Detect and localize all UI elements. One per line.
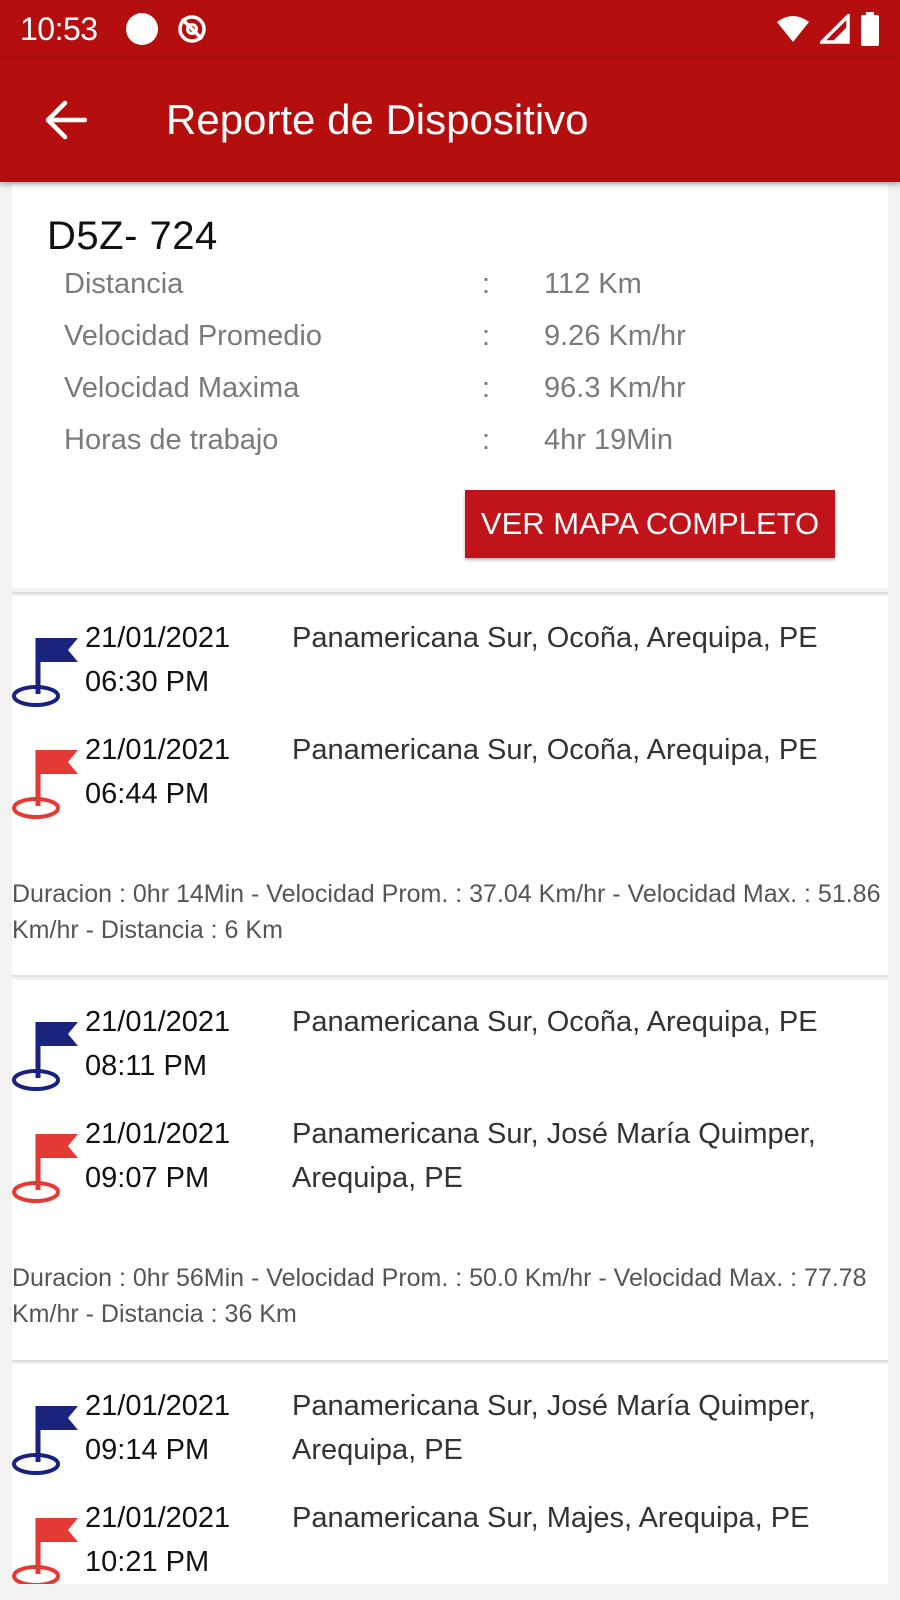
device-name: D5Z- 724: [47, 214, 218, 258]
start-datetime: [85, 1384, 230, 1472]
end-flag-icon: [12, 742, 84, 820]
view-full-map-button[interactable]: VER MAPA COMPLETO: [465, 490, 835, 558]
back-button[interactable]: [0, 58, 130, 182]
start-time: 08:11 PM: [85, 1050, 207, 1082]
start-date: 21/01/2021: [85, 622, 231, 654]
end-address: Panamericana Sur, Ocoña, Arequipa, PE: [292, 734, 818, 766]
start-date: 21/01/2021: [85, 1006, 231, 1038]
start-address: Panamericana Sur, Ocoña, Arequipa, PE: [292, 1006, 818, 1038]
divider: [12, 1360, 888, 1362]
page-title: Reporte de Dispositivo: [166, 96, 589, 143]
end-datetime: [85, 728, 230, 816]
end-time: 09:07 PM: [85, 1162, 210, 1194]
trip-start: [12, 612, 888, 722]
start-datetime: [85, 1000, 230, 1088]
trip-card[interactable]: [12, 1364, 888, 1584]
notification-dot-icon: [126, 13, 158, 45]
stat-label: Distancia: [64, 268, 184, 300]
end-datetime: [85, 1112, 230, 1200]
stat-value: 96.3 Km/hr: [544, 372, 686, 404]
stat-colon: :: [482, 424, 491, 456]
divider: [12, 592, 888, 594]
trip-end: [12, 1492, 888, 1584]
start-date: 21/01/2021: [85, 1390, 231, 1422]
trip-end: [12, 724, 888, 834]
location-off-icon: [176, 13, 208, 45]
trip-end: [12, 1108, 888, 1218]
stat-label: Velocidad Maxima: [64, 372, 300, 404]
trip-card[interactable]: [12, 980, 888, 1360]
end-flag-icon: [12, 1510, 84, 1584]
end-address: Panamericana Sur, José María Quimper, Arequipa, PE: [292, 1118, 816, 1194]
start-address: Panamericana Sur, José María Quimper, Arequipa, PE: [292, 1390, 816, 1466]
start-time: 06:30 PM: [85, 666, 210, 698]
stat-colon: :: [482, 268, 491, 300]
trip-summary: Duracion : 0hr 56Min - Velocidad Prom. : 50.0 Km/hr - Velocidad Max. : 77.78 Km/hr - Distancia : 36 Km: [12, 1264, 867, 1328]
status-time: 10:53: [20, 10, 98, 47]
stat-row-distance: [12, 268, 888, 308]
start-datetime: [85, 616, 230, 704]
start-time: 09:14 PM: [85, 1434, 210, 1466]
stat-label: Velocidad Promedio: [64, 320, 322, 352]
stat-row-max-speed: [12, 372, 888, 412]
signal-icon: [820, 14, 850, 44]
stat-value: 4hr 19Min: [544, 424, 673, 456]
trip-card[interactable]: [12, 596, 888, 976]
stat-colon: :: [482, 320, 491, 352]
end-flag-icon: [12, 1126, 84, 1204]
stat-label: Horas de trabajo: [64, 424, 279, 456]
trip-summary: Duracion : 0hr 14Min - Velocidad Prom. : 37.04 Km/hr - Velocidad Max. : 51.86 Km/hr - Distancia : 6 Km: [12, 880, 881, 944]
stat-row-avg-speed: [12, 320, 888, 360]
stat-colon: :: [482, 372, 491, 404]
wifi-icon: [776, 14, 810, 44]
end-time: 06:44 PM: [85, 778, 210, 810]
divider: [12, 975, 888, 977]
end-date: 21/01/2021: [85, 734, 231, 766]
start-flag-icon: [12, 630, 84, 708]
end-datetime: [85, 1496, 230, 1584]
stat-value: 112 Km: [544, 268, 642, 300]
trip-start: [12, 1380, 888, 1490]
end-date: 21/01/2021: [85, 1502, 231, 1534]
app-bar: [0, 58, 900, 182]
summary-card: [12, 184, 888, 588]
stat-value: 9.26 Km/hr: [544, 320, 686, 352]
arrow-back-icon: [43, 100, 87, 140]
start-flag-icon: [12, 1014, 84, 1092]
stat-row-work-hours: [12, 424, 888, 464]
end-date: 21/01/2021: [85, 1118, 231, 1150]
trip-start: [12, 996, 888, 1106]
start-address: Panamericana Sur, Ocoña, Arequipa, PE: [292, 622, 818, 654]
end-time: 10:21 PM: [85, 1546, 210, 1578]
end-address: Panamericana Sur, Majes, Arequipa, PE: [292, 1502, 810, 1534]
battery-icon: [860, 12, 880, 46]
status-bar: [0, 0, 900, 58]
start-flag-icon: [12, 1398, 84, 1476]
